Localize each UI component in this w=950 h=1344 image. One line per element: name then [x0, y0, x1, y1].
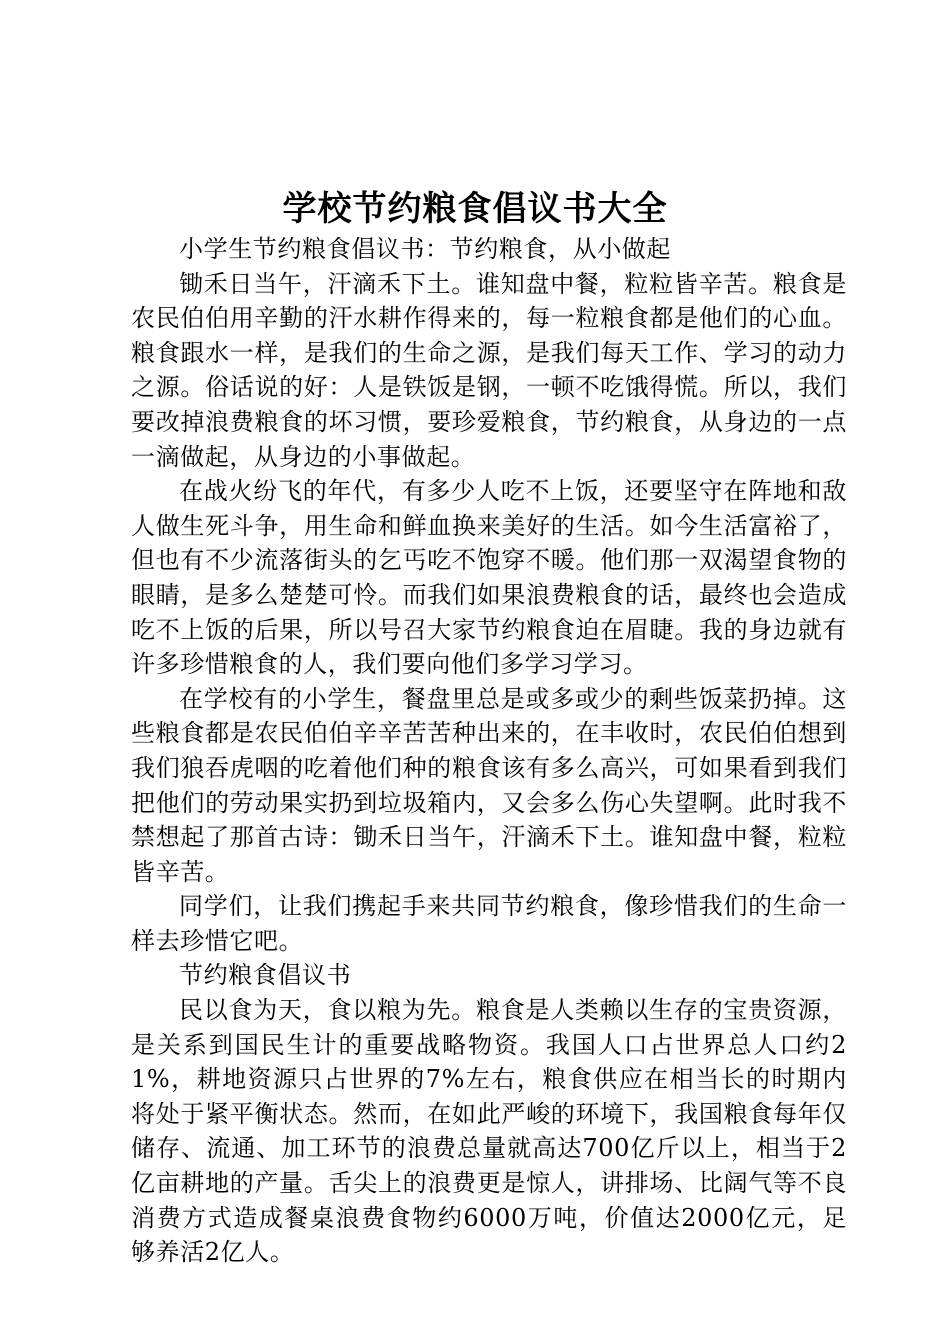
document-body: [131, 232, 847, 1270]
body-paragraph: 民以食为天，食以粮为先。粮食是人类赖以生存的宝贵资源，是关系到国民生计的重要战略物资。我国人口占世界总人口约21%，耕地资源只占世界的7%左右，粮食供应在相当长的时期内将处于紧平衡状态。然而，在如此严峻的环境下，我国粮食每年仅储存、流通、加工环节的浪费总量就高达700亿斤以上，相当于2亿亩耕地的产量。舌尖上的浪费更是惊人，讲排场、比阔气等不良消费方式造成餐桌浪费食物约6000万吨，价值达2000亿元，足够养活2亿人。: [131, 996, 847, 1267]
section-heading: 节约粮食倡议书: [179, 961, 352, 990]
body-paragraph: 在战火纷飞的年代，有多少人吃不上饭，还要坚守在阵地和敌人做生死斗争，用生命和鲜血换来美好的生活。如今生活富裕了，但也有不少流落街头的乞丐吃不饱穿不暖。他们那一双渴望食物的眼睛，是多么楚楚可怜。而我们如果浪费粮食的话，最终也会造成吃不上饭的后果，所以号召大家节约粮食迫在眉睫。我的身边就有许多珍惜粮食的人，我们要向他们多学习学习。: [131, 477, 847, 679]
body-paragraph: 锄禾日当午，汗滴禾下土。谁知盘中餐，粒粒皆辛苦。粮食是农民伯伯用辛勤的汗水耕作得来的，每一粒粮食都是他们的心血。粮食跟水一样，是我们的生命之源，是我们每天工作、学习的动力之源。俗话说的好：人是铁饭是钢，一顿不吃饿得慌。所以，我们要改掉浪费粮食的坏习惯，要珍爱粮食，节约粮食，从身边的一点一滴做起，从身边的小事做起。: [131, 269, 847, 471]
body-paragraph: 在学校有的小学生，餐盘里总是或多或少的剩些饭菜扔掉。这些粮食都是农民伯伯辛辛苦苦种出来的，在丰收时，农民伯伯想到我们狼吞虎咽的吃着他们种的粮食该有多么高兴，可如果看到我们把他们的劳动果实扔到垃圾箱内，又会多么伤心失望啊。此时我不禁想起了那首古诗：锄禾日当午，汗滴禾下土。谁知盘中餐，粒粒皆辛苦。: [131, 684, 847, 886]
body-paragraph: 同学们，让我们携起手来共同节约粮食，像珍惜我们的生命一样去珍惜它吧。: [131, 892, 847, 955]
subtitle-paragraph: 小学生节约粮食倡议书：节约粮食，从小做起: [179, 235, 671, 263]
document-title: 学校节约粮食倡议书大全: [282, 189, 668, 229]
